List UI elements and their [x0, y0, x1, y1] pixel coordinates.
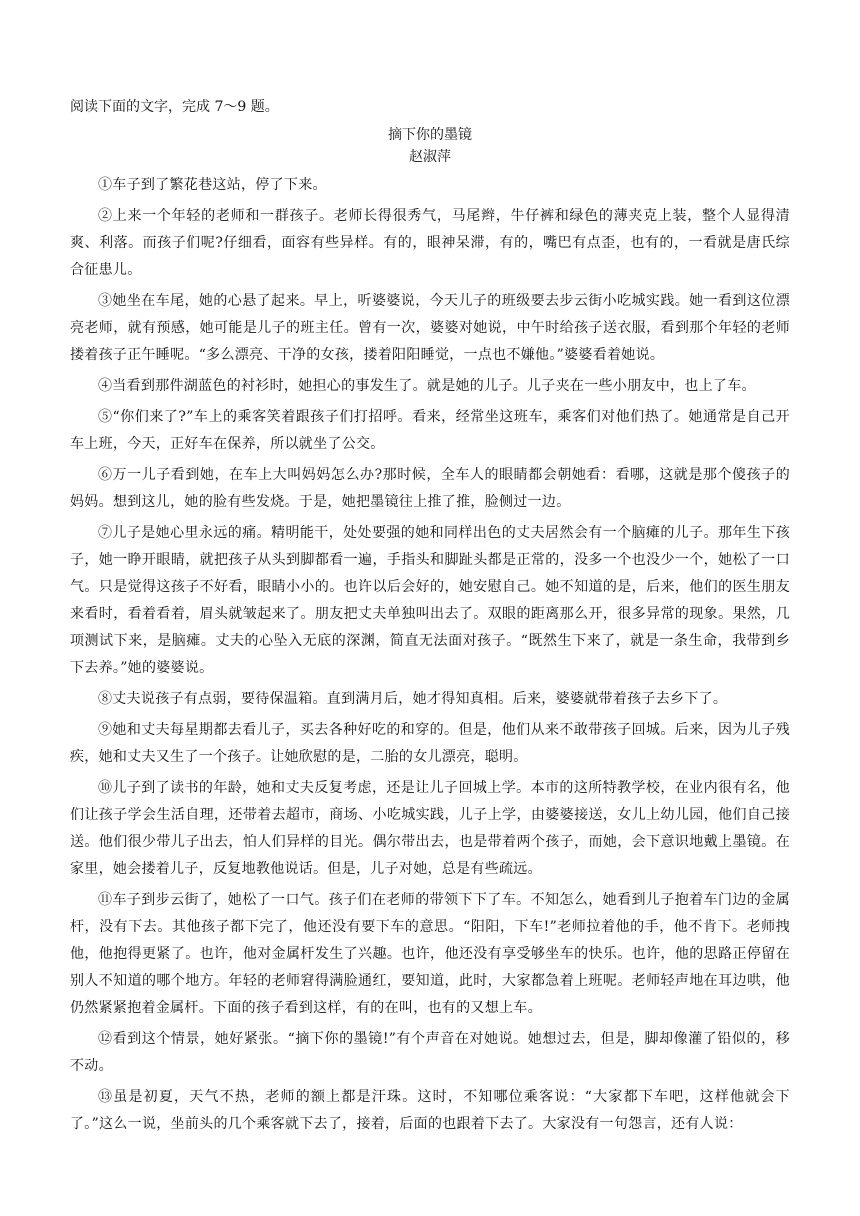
paragraph-6: ⑥万一儿子看到她，在车上大叫妈妈怎么办?那时候，全车人的眼睛都会朝她看：看哪，这就是那个傻孩子的妈妈。想到这儿，她的脸有些发烧。于是，她把墨镜往上推了推，脸侧过一边。 — [70, 467, 790, 510]
paragraph-10: ⑩儿子到了读书的年龄，她和丈夫反复考虑，还是让儿子回城上学。本市的这所特教学校，在业内很有名，他们让孩子学会生活自理，还带着去超市，商场、小吃城实践，儿子上学，由婆婆接送，女儿上幼儿园，他们自己接送。他们很少带儿子出去，怕人们异样的目光。偶尔带出去，也是带着两个孩子，而她，会下意识地戴上墨镜。在家里，她会搂着儿子，反复地教他说话。但是，儿子对她，总是有些疏远。 — [70, 780, 790, 877]
article-title: 摘下你的墨镜 — [388, 127, 472, 143]
paragraph-11: ⑪车子到步云街了，她松了一口气。孩子们在老师的带领下下了车。不知怎么，她看到儿子抱着车门边的金属杆，没有下去。其他孩子都下完了，他还没有要下车的意思。“阳阳，下车!”老师拉着他的手，他不肯下。老师拽他，他抱得更紧了。也许，他对金属杆发生了兴趣。也许，他还没有享受够坐车的快乐。也许，他的思路正停留在别人不知道的哪个地方。年轻的老师窘得满脸通红，要知道，此时，大家都急着上班呢。老师轻声地在耳边哄，他仍然紧紧抱着金属杆。下面的孩子看到这样，有的在叫，也有的又想上车。 — [70, 892, 790, 1016]
paragraph-13: ⑬虽是初夏，天气不热，老师的额上都是汗珠。这时，不知哪位乘客说：“大家都下车吧，这样他就会下了。”这么一说，坐前头的几个乘客就下去了，接着，后面的也跟着下去了。大家没有一句怨言，还有人说： — [70, 1089, 790, 1132]
paragraph-12: ⑫看到这个情景，她好紧张。“摘下你的墨镜!”有个声音在对她说。她想过去，但是，脚却像灌了铅似的，移不动。 — [70, 1031, 790, 1074]
paragraph-1: ①车子到了繁花巷这站，停了下来。 — [98, 177, 327, 193]
paragraph-5: ⑤“你们来了?”车上的乘客笑着跟孩子们打招呼。看来，经常坐这班车，乘客们对他们热了。她通常是自己开车上班，今天，正好车在保养，所以就坐了公交。 — [70, 409, 790, 452]
paragraph-8: ⑧丈夫说孩子有点弱，要待保温箱。直到满月后，她才得知真相。后来，婆婆就带着孩子去乡下了。 — [98, 691, 728, 707]
article-author: 赵淑萍 — [409, 149, 451, 165]
paragraph-4: ④当看到那件湖蓝色的衬衫时，她担心的事发生了。就是她的儿子。儿子夹在一些小朋友中，也上了车。 — [98, 378, 756, 394]
paragraph-3: ③她坐在车尾，她的心悬了起来。早上，听婆婆说，今天儿子的班级要去步云街小吃城实践。她一看到这位漂亮老师，就有预感，她可能是儿子的班主任。曾有一次，婆婆对她说，中午时给孩子送衣服，看到那个年轻的老师搂着孩子正午睡呢。“多么漂亮、干净的女孩，搂着阳阳睡觉，一点也不嫌他。”婆婆看着她说。 — [70, 293, 790, 363]
paragraph-2: ②上来一个年轻的老师和一群孩子。老师长得很秀气，马尾辫，牛仔裤和绿色的薄夹克上装，整个人显得清爽、利落。而孩子们呢?仔细看，面容有些异样。有的，眼神呆滞，有的，嘴巴有点歪，也有的，一看就是唐氏综合征患儿。 — [70, 208, 790, 278]
paragraph-9: ⑨她和丈夫每星期都去看儿子，买去各种好吃的和穿的。但是，他们从来不敢带孩子回城。后来，因为儿子残疾，她和丈夫又生了一个孩子。让她欣慰的是，二胎的女儿漂亮，聪明。 — [70, 722, 790, 765]
question-instruction: 阅读下面的文字，完成 7～9 题。 — [70, 99, 279, 115]
paragraph-7: ⑦儿子是她心里永远的痛。精明能干，处处要强的她和同样出色的丈夫居然会有一个脑瘫的儿子。那年生下孩子，她一睁开眼睛，就把孩子从头到脚都看一遍，手指头和脚趾头都是正常的，没多一个也没少一个，她松了一口气。只是觉得这孩子不好看，眼睛小小的。也许以后会好的，她安慰自己。她不知道的是，后来，他们的医生朋友来看时，看着看着，眉头就皱起来了。朋友把丈夫单独叫出去了。双眼的距离那么开，很多异常的现象。果然，几项测试下来，是脑瘫。丈夫的心坠入无底的深渊，简直无法面对孩子。“既然生下来了，就是一条生命，我带到乡下去养。”她的婆婆说。 — [70, 525, 790, 676]
